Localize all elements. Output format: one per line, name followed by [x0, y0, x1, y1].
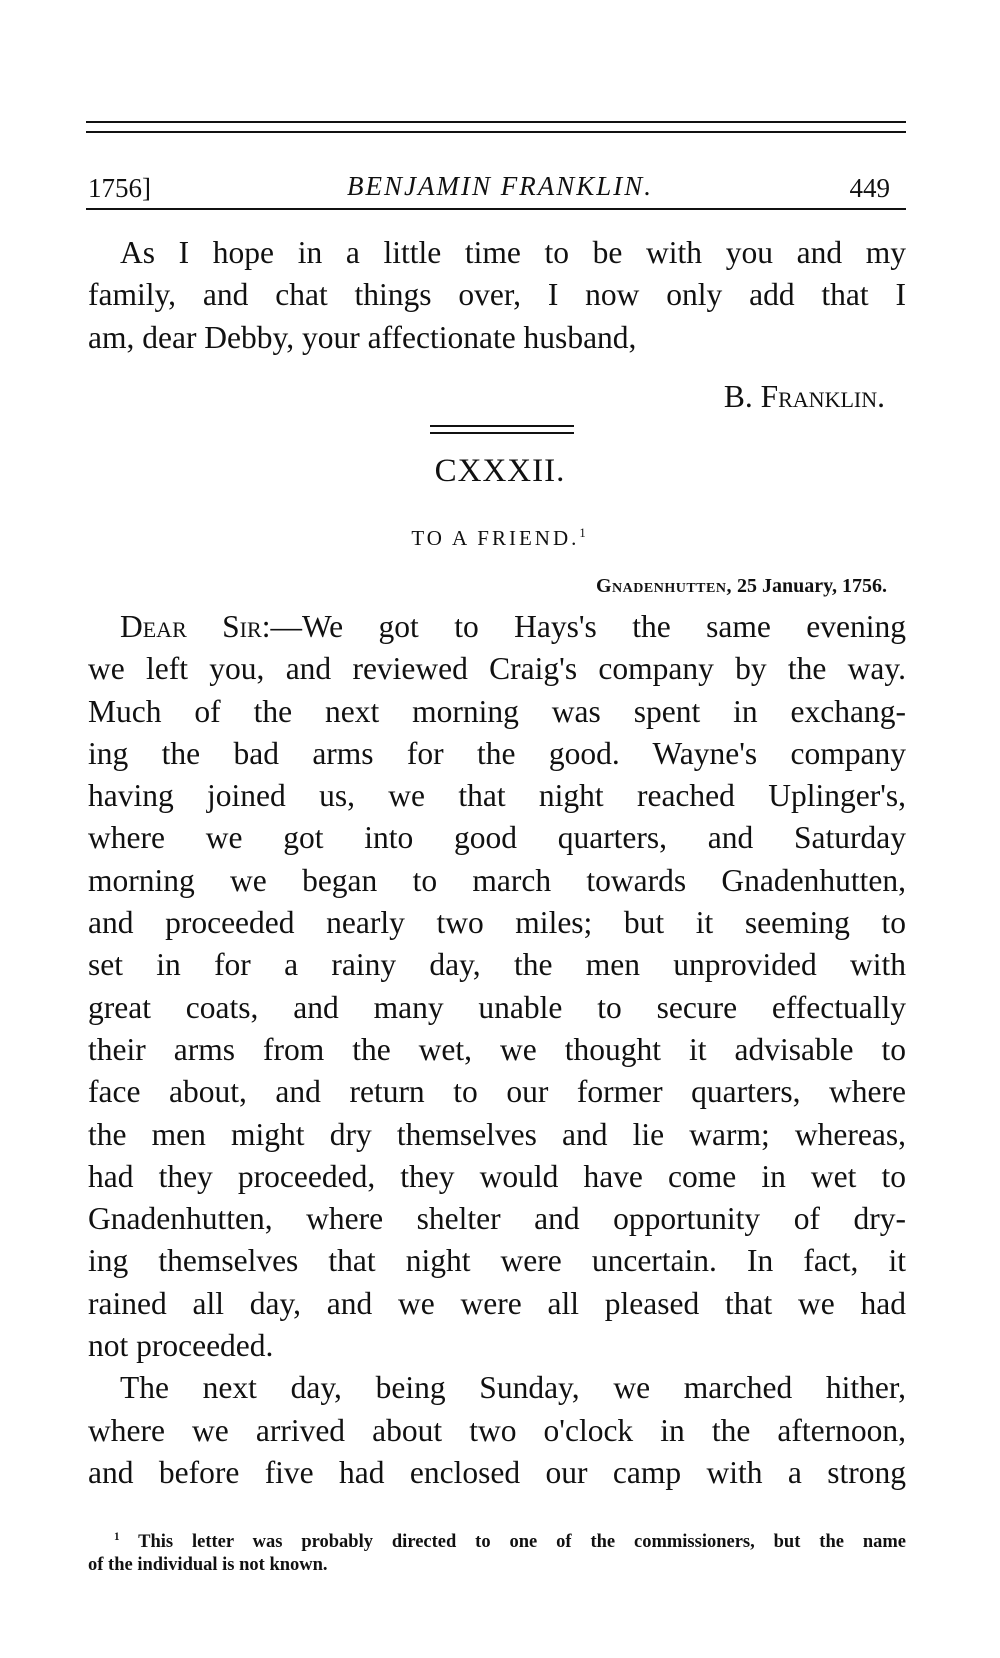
- signature: B. Franklin.: [723, 379, 885, 414]
- header-rule-bottom: [86, 208, 906, 210]
- text-line: morning we began to march towards Gnadenhutten,: [88, 862, 906, 898]
- text-line: we left you, and reviewed Craig's company by the way.: [88, 651, 906, 687]
- page-number: 449: [849, 173, 890, 203]
- letter-separator-rule: [430, 425, 574, 427]
- closing-paragraph: [88, 232, 906, 359]
- text-line: and proceeded nearly two miles; but it seeming to: [88, 905, 906, 941]
- text-line: Much of the next morning was spent in exchang-: [88, 693, 906, 729]
- dateline-date: 25 January, 1756.: [736, 575, 887, 597]
- addressee: [0, 526, 1000, 551]
- dateline: [596, 575, 887, 598]
- text-line: great coats, and many unable to secure effectually: [88, 989, 906, 1025]
- text-line: having joined us, we that night reached Uplinger's,: [88, 778, 906, 814]
- salutation: Dear Sir: [120, 609, 262, 644]
- text-line: the men might dry themselves and lie warm; whereas,: [88, 1116, 906, 1152]
- running-head-year: 1756]: [88, 173, 151, 203]
- text-line: ing themselves that night were uncertain. In fact, it: [88, 1243, 906, 1279]
- text-line: face about, and return to our former quarters, where: [88, 1074, 906, 1110]
- text-line: and before five had enclosed our camp with a strong: [88, 1454, 906, 1490]
- text-line: [88, 606, 906, 648]
- footnote: [88, 1526, 906, 1577]
- text-line: rained all day, and we were all pleased that we had: [88, 1285, 906, 1321]
- footnote-line: of the individual is not known.: [88, 1555, 328, 1576]
- header-rule-top: [86, 121, 906, 123]
- text-line: Gnadenhutten, where shelter and opportunity of dry-: [88, 1201, 906, 1237]
- text-line: family, and chat things over, I now only add that I: [88, 277, 906, 313]
- text-line: had they proceeded, they would have come in wet to: [88, 1158, 906, 1194]
- footnote-line: [88, 1526, 906, 1554]
- text-line: am, dear Debby, your affectionate husband,: [88, 319, 637, 355]
- footnote-number: 1: [114, 1531, 120, 1543]
- letter-number: CXXXII.: [434, 453, 566, 489]
- footnote-marker: 1: [579, 526, 589, 540]
- text-line: As I hope in a little time to be with you and my: [120, 235, 906, 270]
- letter-body: [88, 606, 906, 1494]
- footnote-text: This letter was probably directed to one of the commissioners, but the name: [138, 1532, 906, 1553]
- addressee-text: TO A FRIEND.: [411, 526, 580, 550]
- text-line: where we got into good quarters, and Saturday: [88, 820, 906, 856]
- salutation-continuation: :—We got to Hays's the same evening: [261, 609, 906, 644]
- text-line: ing the bad arms for the good. Wayne's company: [88, 735, 906, 771]
- header-rule-top-second: [86, 131, 906, 133]
- text-line: The next day, being Sunday, we marched hither,: [120, 1370, 906, 1406]
- dateline-place: Gnadenhutten,: [596, 575, 732, 597]
- running-head-title: BENJAMIN FRANKLIN.: [347, 171, 653, 201]
- text-line: their arms from the wet, we thought it advisable to: [88, 1031, 906, 1067]
- text-line: set in for a rainy day, the men unprovided with: [88, 947, 906, 983]
- letter-separator-rule-second: [430, 432, 574, 434]
- text-line: where we arrived about two o'clock in the afternoon,: [88, 1412, 906, 1448]
- text-line: not proceeded.: [88, 1328, 274, 1364]
